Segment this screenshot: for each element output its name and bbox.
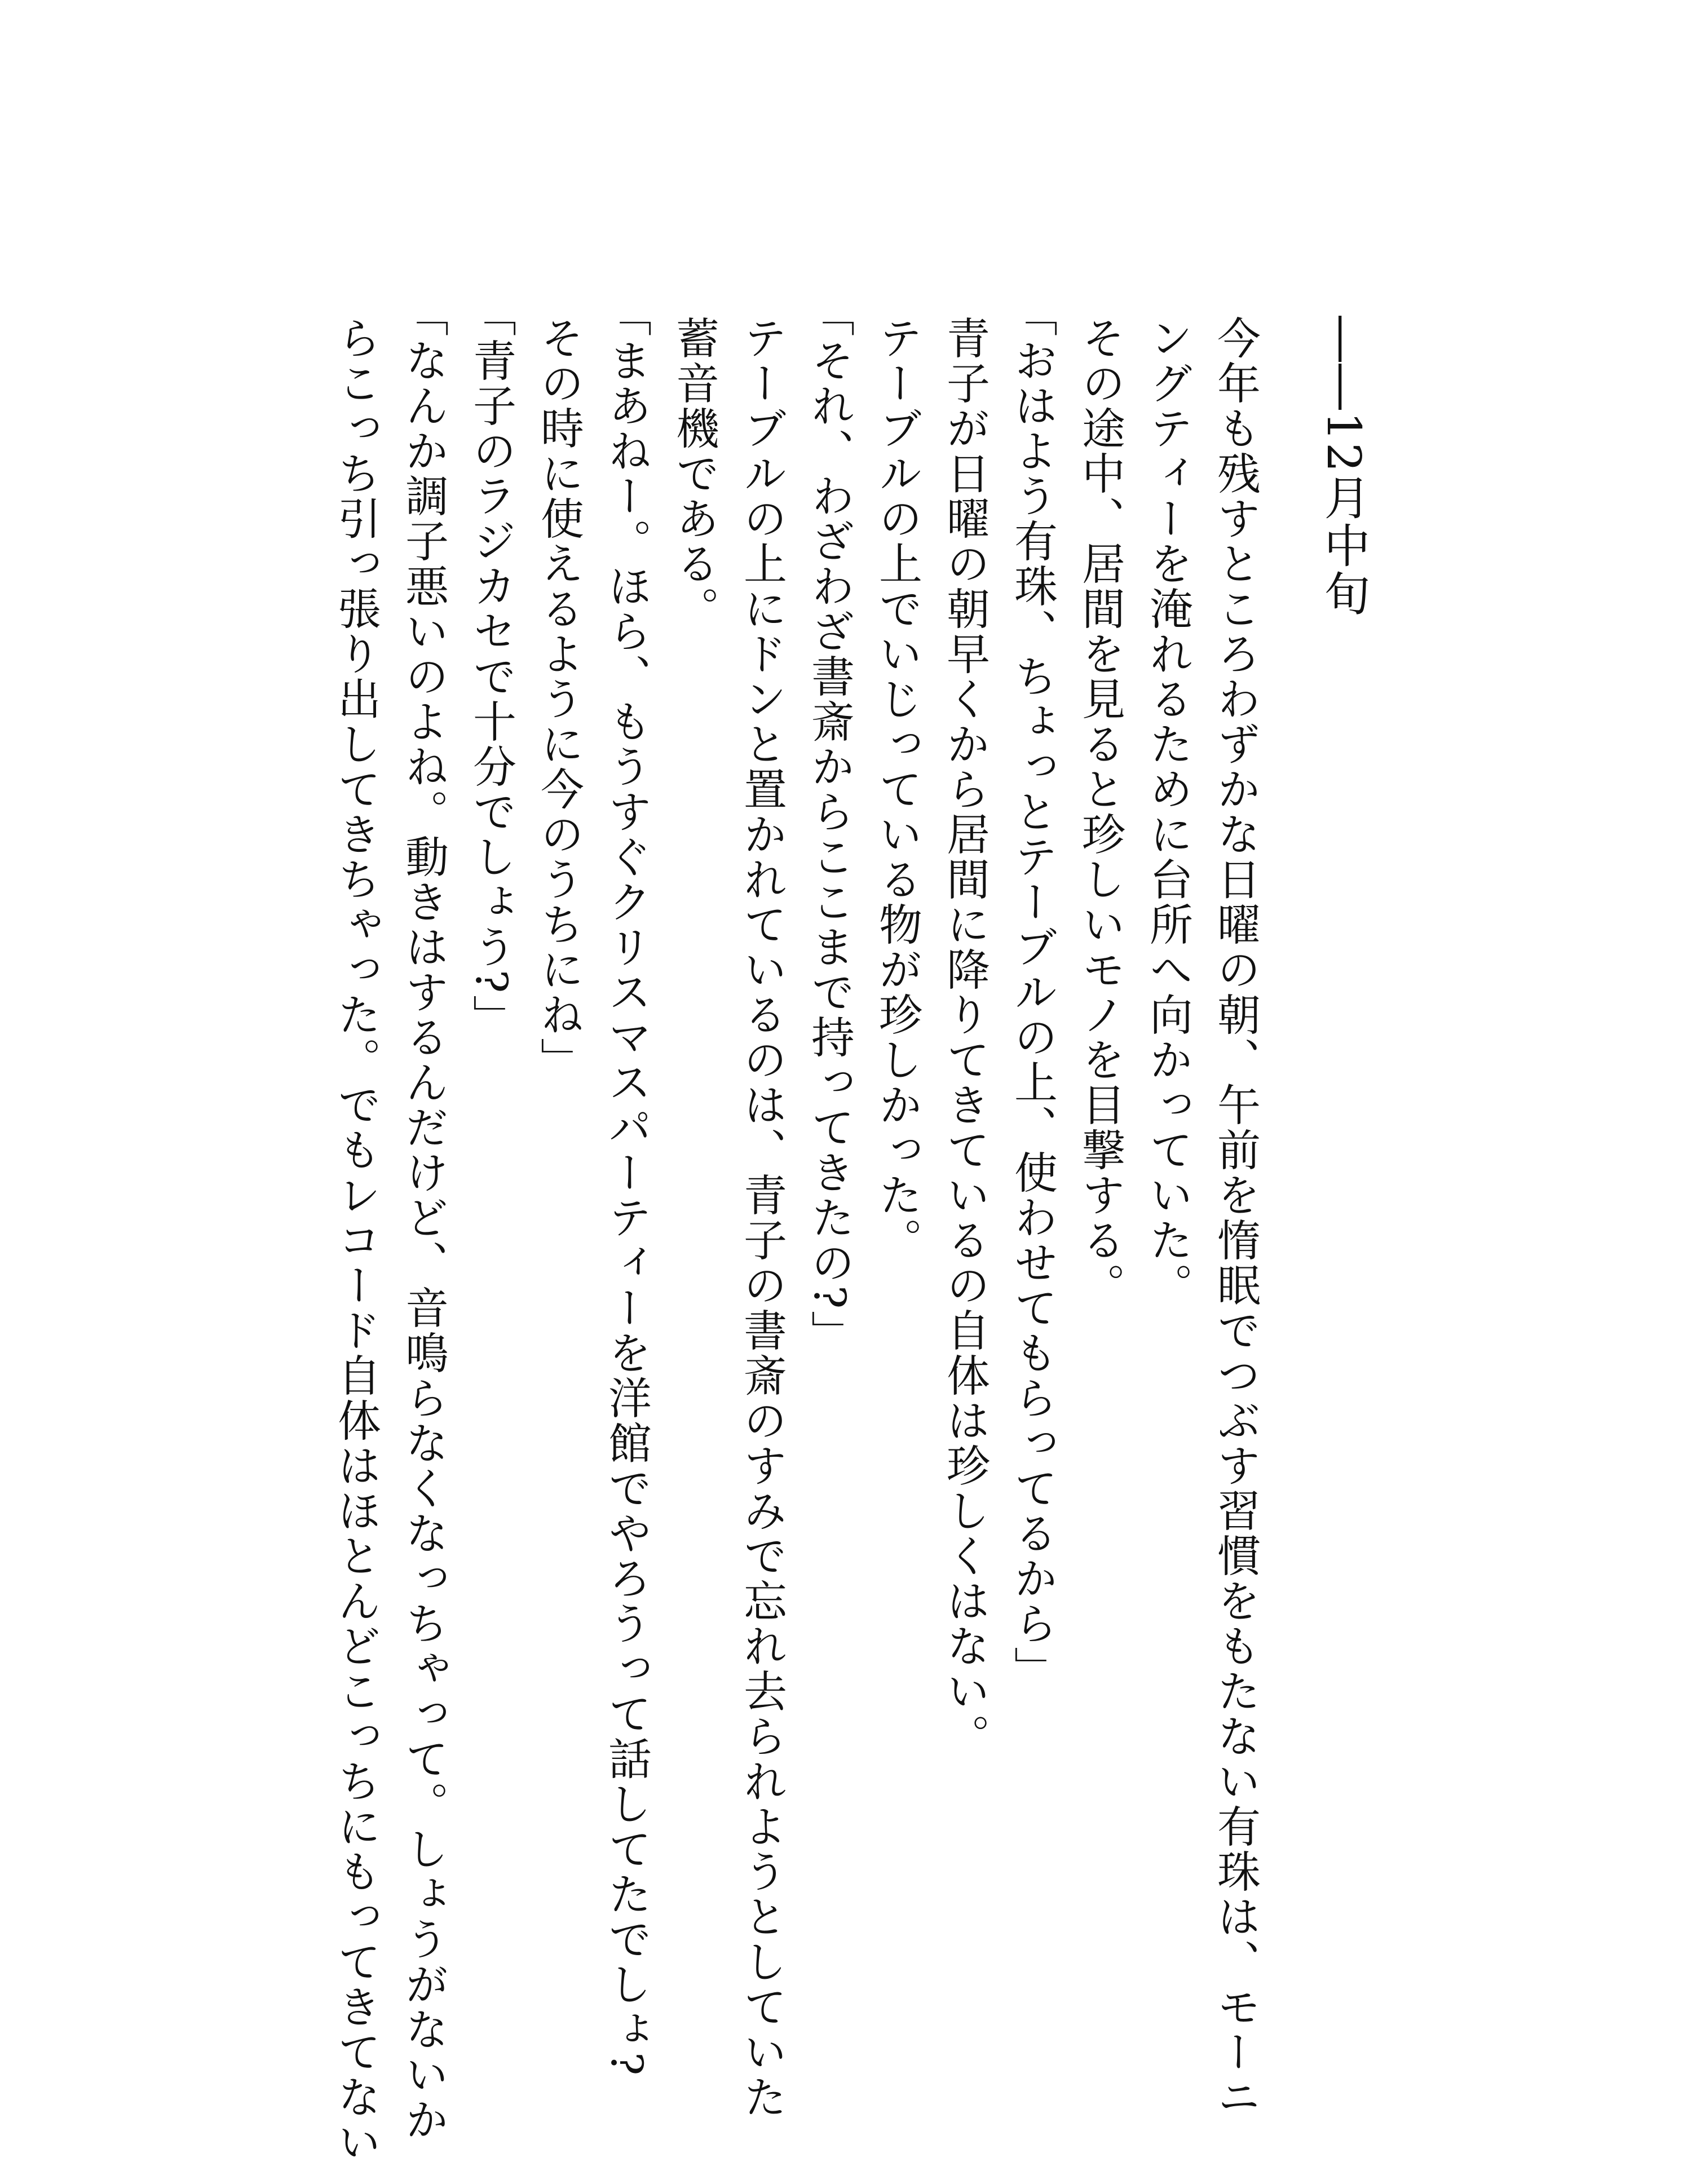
text-line: テーブルの上でいじっている物が珍しかった。 — [872, 316, 922, 1263]
text-line: その途中、居間を見ると珍しいモノを目撃する。 — [1075, 316, 1125, 1308]
text-line: らこっち引っ張り出してきちゃった。でもレコード自体はほとんどこっちにもってきてない — [330, 316, 381, 2165]
text-line: 「なんか調子悪いのよね。動きはするんだけど、音鳴らなくなっちゃって。しょうがないか — [398, 293, 448, 2142]
text-line: テーブルの上にドンと置かれているのは、青子の書斎のすみで忘れ去られようとしていた — [736, 316, 787, 2120]
text-line: 「それ、わざわざ書斎からここまで持ってきたの?」 — [804, 293, 854, 1356]
text-line: 蓄音機である。 — [669, 316, 719, 631]
text-line: ングティーを淹れるために台所へ向かっていた。 — [1142, 316, 1192, 1308]
text-line: 「おはよう有珠、ちょっとテーブルの上、使わせてもらってるから」 — [1007, 293, 1057, 1691]
text-line: 青子が日曜の朝早くから居間に降りてきているの自体は珍しくはない。 — [939, 316, 990, 1759]
section-heading: ――12月中旬 — [1317, 316, 1370, 618]
text-line: 「まあねー。ほら、もうすぐクリスマスパーティーを洋館でやろうって話してたでしょ? — [601, 293, 651, 2077]
text-line: 「青子のラジカセで十分でしょう?」 — [466, 293, 516, 1040]
text-line: 今年も残すところわずかな日曜の朝、午前を惰眠でつぶす習慣をもたない有珠は、モーニ — [1210, 316, 1260, 2120]
text-line: その時に使えるように今のうちにね」 — [533, 316, 584, 1082]
